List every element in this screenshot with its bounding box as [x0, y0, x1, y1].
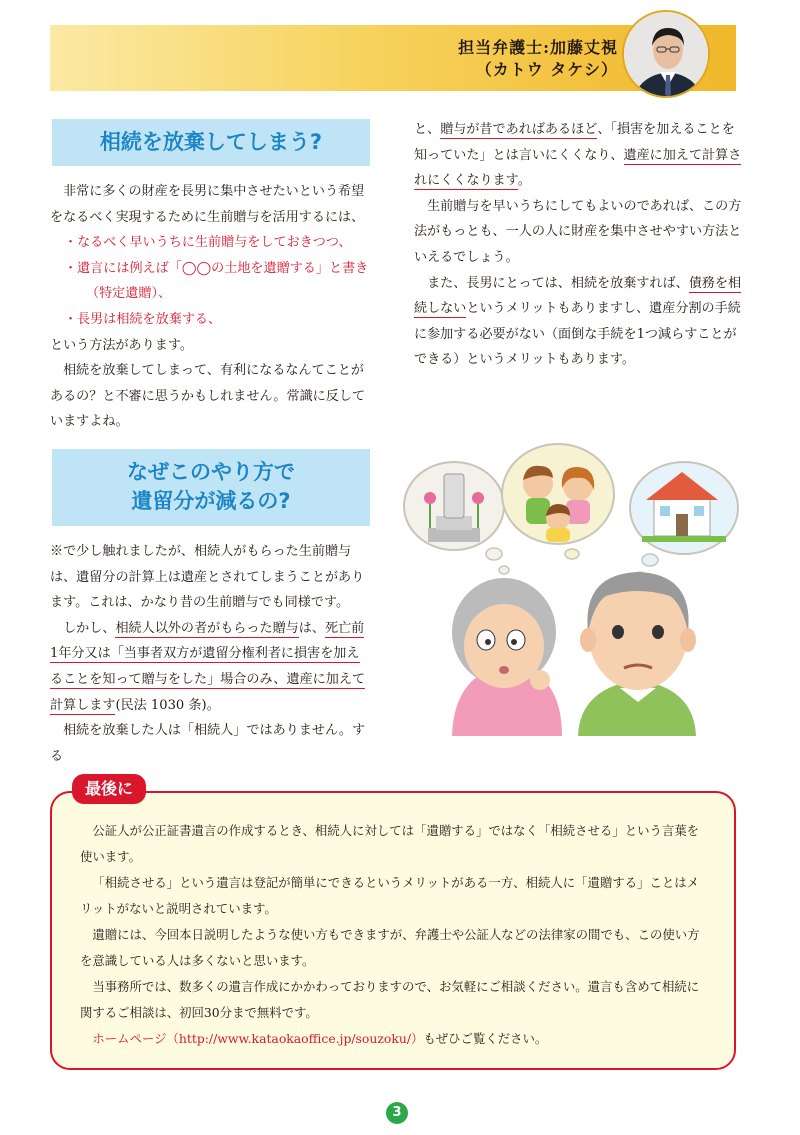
- bullet-item: ・長男は相続を放棄する、: [64, 311, 222, 327]
- bullet-item: ・なるべく早いうちに生前贈与をしておきつつ、: [64, 235, 352, 251]
- underlined-text: 遺産に加えて計算されにくくなります: [414, 147, 742, 189]
- final-para3: 遺贈には、今回本日説明したような使い方もできますが、弁護士や公証人などの法律家の間でも、この使い方を意識している人は多くないと思います。: [80, 927, 700, 968]
- section2-para3: 相続を放棄した人は「相続人」ではありません。する: [50, 723, 366, 764]
- bullet-item: （特定遺贈）、: [86, 286, 172, 302]
- bullet-item: ・遺言には例えば「◯◯の土地を遺贈する」と書き: [64, 260, 369, 276]
- section1-intro: 非常に多くの財産を長男に集中させたいという希望をなるべく実現するために生前贈与を活用するには、: [50, 184, 365, 225]
- section1-body: [50, 179, 372, 435]
- final-para2: 「相続させる」という遺言は登記が簡単にできるというメリットがある一方、相続人に「遺贈する」ことはメリットがないと説明されています。: [80, 875, 700, 916]
- section2-para2: [50, 616, 372, 718]
- elderly-couple-illustration: [392, 436, 742, 736]
- final-para4: 当事務所では、数多くの遺言作成にかかわっておりますので、お気軽にご相談ください。遺言も含めて相続に関するご相談は、初回30分まで無料です。: [80, 979, 700, 1020]
- section2-para1: ※で少し触れましたが、相続人がもらった生前贈与は、遺留分の計算上は遺産とされてしまうことがあります。これは、かなり昔の生前贈与でも同様です。: [50, 544, 365, 611]
- final-section-body: [80, 818, 700, 1052]
- grandmother: [452, 578, 562, 736]
- final-section-tab: 最後に: [72, 774, 146, 804]
- section2-heading: [52, 449, 370, 526]
- lawyer-name-line2: （カトウ タケシ）: [475, 60, 618, 79]
- homepage-link[interactable]: ホームページ（http://www.kataokaoffice.jp/souzoku/）: [92, 1031, 424, 1046]
- underlined-text: 死亡前1年分又は「当事者双方が遺留分権利者に損害を加えることを知って贈与をした」場合のみ、遺産に加えて計算します: [50, 620, 366, 713]
- family-thought-bubble: [502, 444, 614, 559]
- right-para2: 生前贈与を早いうちにしてもよいのであれば、この方法がもっとも、一人の人に財産を集中させやすい方法といえるでしょう。: [414, 198, 742, 265]
- final-para5: [80, 1026, 700, 1052]
- section2-heading-line2: 遺留分が減るの?: [131, 489, 291, 513]
- underlined-text: 債務を相続しない: [414, 275, 742, 317]
- grandfather: [578, 572, 696, 736]
- text-span: は、: [298, 620, 325, 636]
- section1-after-bullets: という方法があります。: [50, 337, 193, 353]
- right-para3: [414, 271, 742, 373]
- text-span: また、長男にとっては、相続を放棄すれば、: [427, 275, 689, 291]
- lawyer-photo: [622, 10, 710, 98]
- underlined-text: 贈与が昔であればあるほど: [440, 122, 598, 137]
- lawyer-name: [458, 37, 618, 81]
- section1-para2: 相続を放棄してしまって、有利になるなんてことがあるの？と不審に思うかもしれません。常識に反していますよね。: [50, 363, 366, 430]
- section1-heading: 相続を放棄してしまう?: [52, 119, 370, 166]
- section2-heading-line1: なぜこのやり方で: [127, 460, 295, 484]
- underlined-text: 相続人以外の者がもらった贈与: [115, 620, 299, 636]
- text-span: しかし、: [63, 620, 116, 636]
- right-column-body: [414, 117, 742, 373]
- text-span: もぜひご覧ください。: [423, 1031, 548, 1046]
- section2-body: [50, 539, 372, 769]
- page-number: 3: [386, 1102, 408, 1124]
- text-span: 、「損害を加えることを知っていた」とは言いにくくなり、: [414, 122, 735, 163]
- text-span: 。: [517, 173, 531, 189]
- house-thought-bubble: [630, 462, 738, 580]
- grave-thought-bubble: [404, 462, 509, 574]
- text-span: というメリットもありますし、遺産分割の手続に参加する必要がない（面倒な手続を1つ減らすことができる）というメリットもあります。: [414, 301, 741, 368]
- final-para1: 公証人が公正証書遺言の作成するとき、相続人に対しては「遺贈する」ではなく「相続させる」という言葉を使います。: [80, 823, 700, 864]
- right-para1: [414, 117, 742, 194]
- lawyer-name-line1: 担当弁護士:加藤丈視: [458, 38, 618, 57]
- text-span: (民法 1030 条)。: [115, 697, 220, 713]
- text-span: と、: [414, 122, 441, 137]
